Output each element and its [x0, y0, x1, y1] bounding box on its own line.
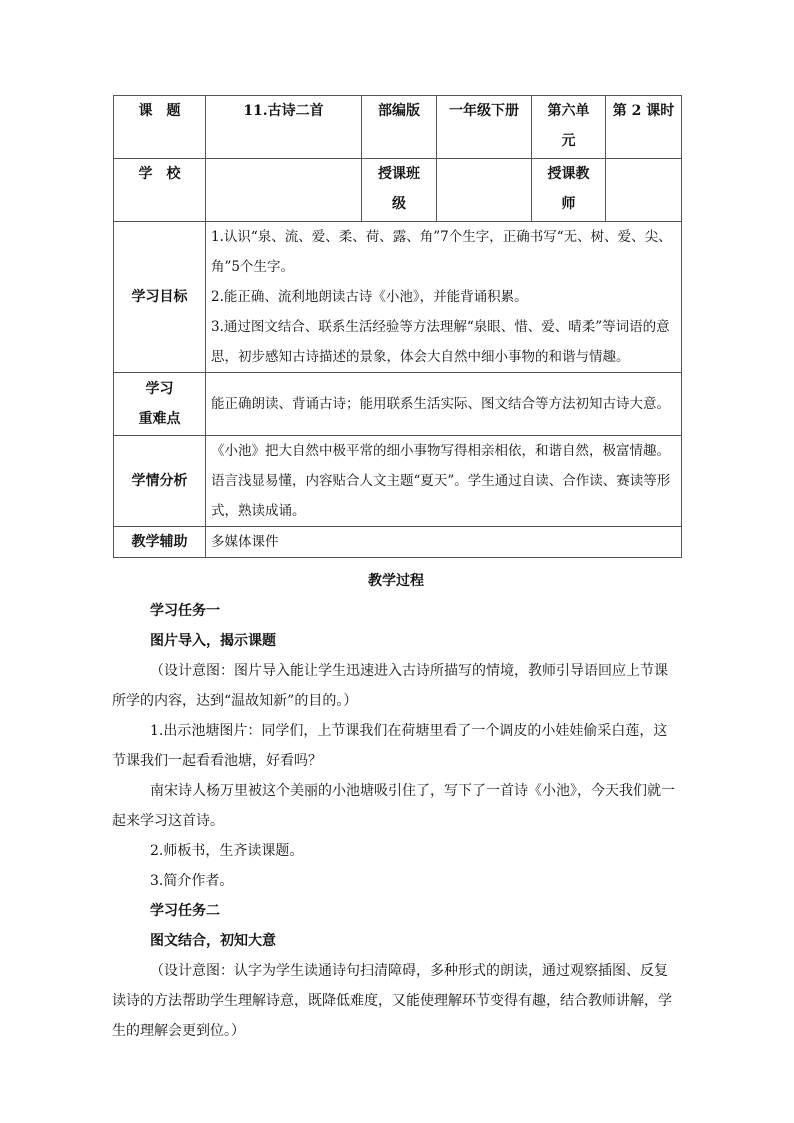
analysis-label: 学情分析 [114, 436, 206, 527]
key-points-label-line-1: 学习 [145, 381, 174, 397]
goals-content [206, 222, 682, 373]
unit-line-2: 元 [561, 133, 576, 149]
key-points-label [114, 373, 206, 436]
aids-text: 多媒体课件 [206, 527, 682, 558]
table-row [114, 96, 682, 159]
step-1b: 南宋诗人杨万里被这个美丽的小池塘吸引住了，写下了一首诗《小池》，今天我们就一起来学习这首诗。 [112, 783, 675, 829]
process-title: 教学过程 [368, 573, 424, 589]
task2-design: （设计意图：认字为学生读通诗句扫清障碍，多种形式的朗读，通过观察插图、反复读诗的方法帮助学生理解诗意，既降低难度，又能使理解环节变得有趣，结合教师讲解，学生的理解会更到位。） [112, 963, 672, 1039]
class-value [437, 159, 532, 222]
teacher-label [532, 159, 606, 222]
analysis-text: 《小池》把大自然中极平常的细小事物写得相亲相依，和谐自然，极富情趣。语言浅显易懂，内容贴合人文主题“夏天”。学生通过自读、合作读、赛读等形式，熟读成诵。 [206, 436, 682, 527]
topic-label: 课 题 [114, 96, 206, 159]
teacher-label-line-2: 师 [561, 196, 576, 212]
school-label: 学 校 [114, 159, 206, 222]
table-row [114, 436, 682, 527]
teacher-value [606, 159, 682, 222]
teaching-process [112, 566, 680, 1046]
unit [532, 96, 606, 159]
task1-title: 学习任务一 [150, 603, 220, 619]
class-label-line-1: 授课班 [378, 166, 420, 182]
table-row [114, 527, 682, 558]
teacher-label-line-1: 授课教 [547, 166, 590, 182]
table-row [114, 222, 682, 373]
edition: 部编版 [362, 96, 437, 159]
goal-item: 2.能正确、流利地朗读古诗《小池》，并能背诵积累。 [211, 289, 528, 305]
class-label [362, 159, 437, 222]
task1-subtitle: 图片导入，揭示课题 [150, 633, 276, 649]
grade: 一年级下册 [437, 96, 532, 159]
step-1: 1.出示池塘图片：同学们，上节课我们在荷塘里看了一个调皮的小娃娃偷采白莲，这节课我们一起看看池塘，好看吗？ [112, 723, 668, 769]
table-row [114, 373, 682, 436]
goal-item: 3.通过图文结合、联系生活经验等方法理解“泉眼、惜、爱、晴柔”等词语的意思，初步感知古诗描述的景象，体会大自然中细小事物的和谐与情趣。 [211, 319, 670, 365]
unit-line-1: 第六单 [547, 103, 590, 119]
period: 第 2 课时 [606, 96, 682, 159]
task2-subtitle: 图文结合，初知大意 [150, 933, 276, 949]
lesson-info-table [113, 95, 682, 558]
task1-design: （设计意图：图片导入能让学生迅速进入古诗所描写的情境，教师引导语回应上节课所学的内容，达到“温故知新”的目的。） [112, 663, 668, 709]
key-points-text: 能正确朗读、背诵古诗；能用联系生活实际、图文结合等方法初知古诗大意。 [206, 373, 682, 436]
aids-label: 教学辅助 [114, 527, 206, 558]
goals-label: 学习目标 [114, 222, 206, 373]
class-label-line-2: 级 [392, 196, 406, 212]
step-3: 3.简介作者。 [150, 873, 234, 889]
lesson-title: 11.古诗二首 [206, 96, 362, 159]
key-points-label-line-2: 重难点 [138, 411, 181, 427]
school-value [206, 159, 362, 222]
step-2: 2.师板书，生齐读课题。 [150, 843, 304, 859]
table-row [114, 159, 682, 222]
task2-title: 学习任务二 [150, 903, 220, 919]
goal-item: 1.认识“泉、流、爱、柔、荷、露、角”7个生字，正确书写“无、树、爱、尖、角”5个生字。 [211, 229, 672, 275]
